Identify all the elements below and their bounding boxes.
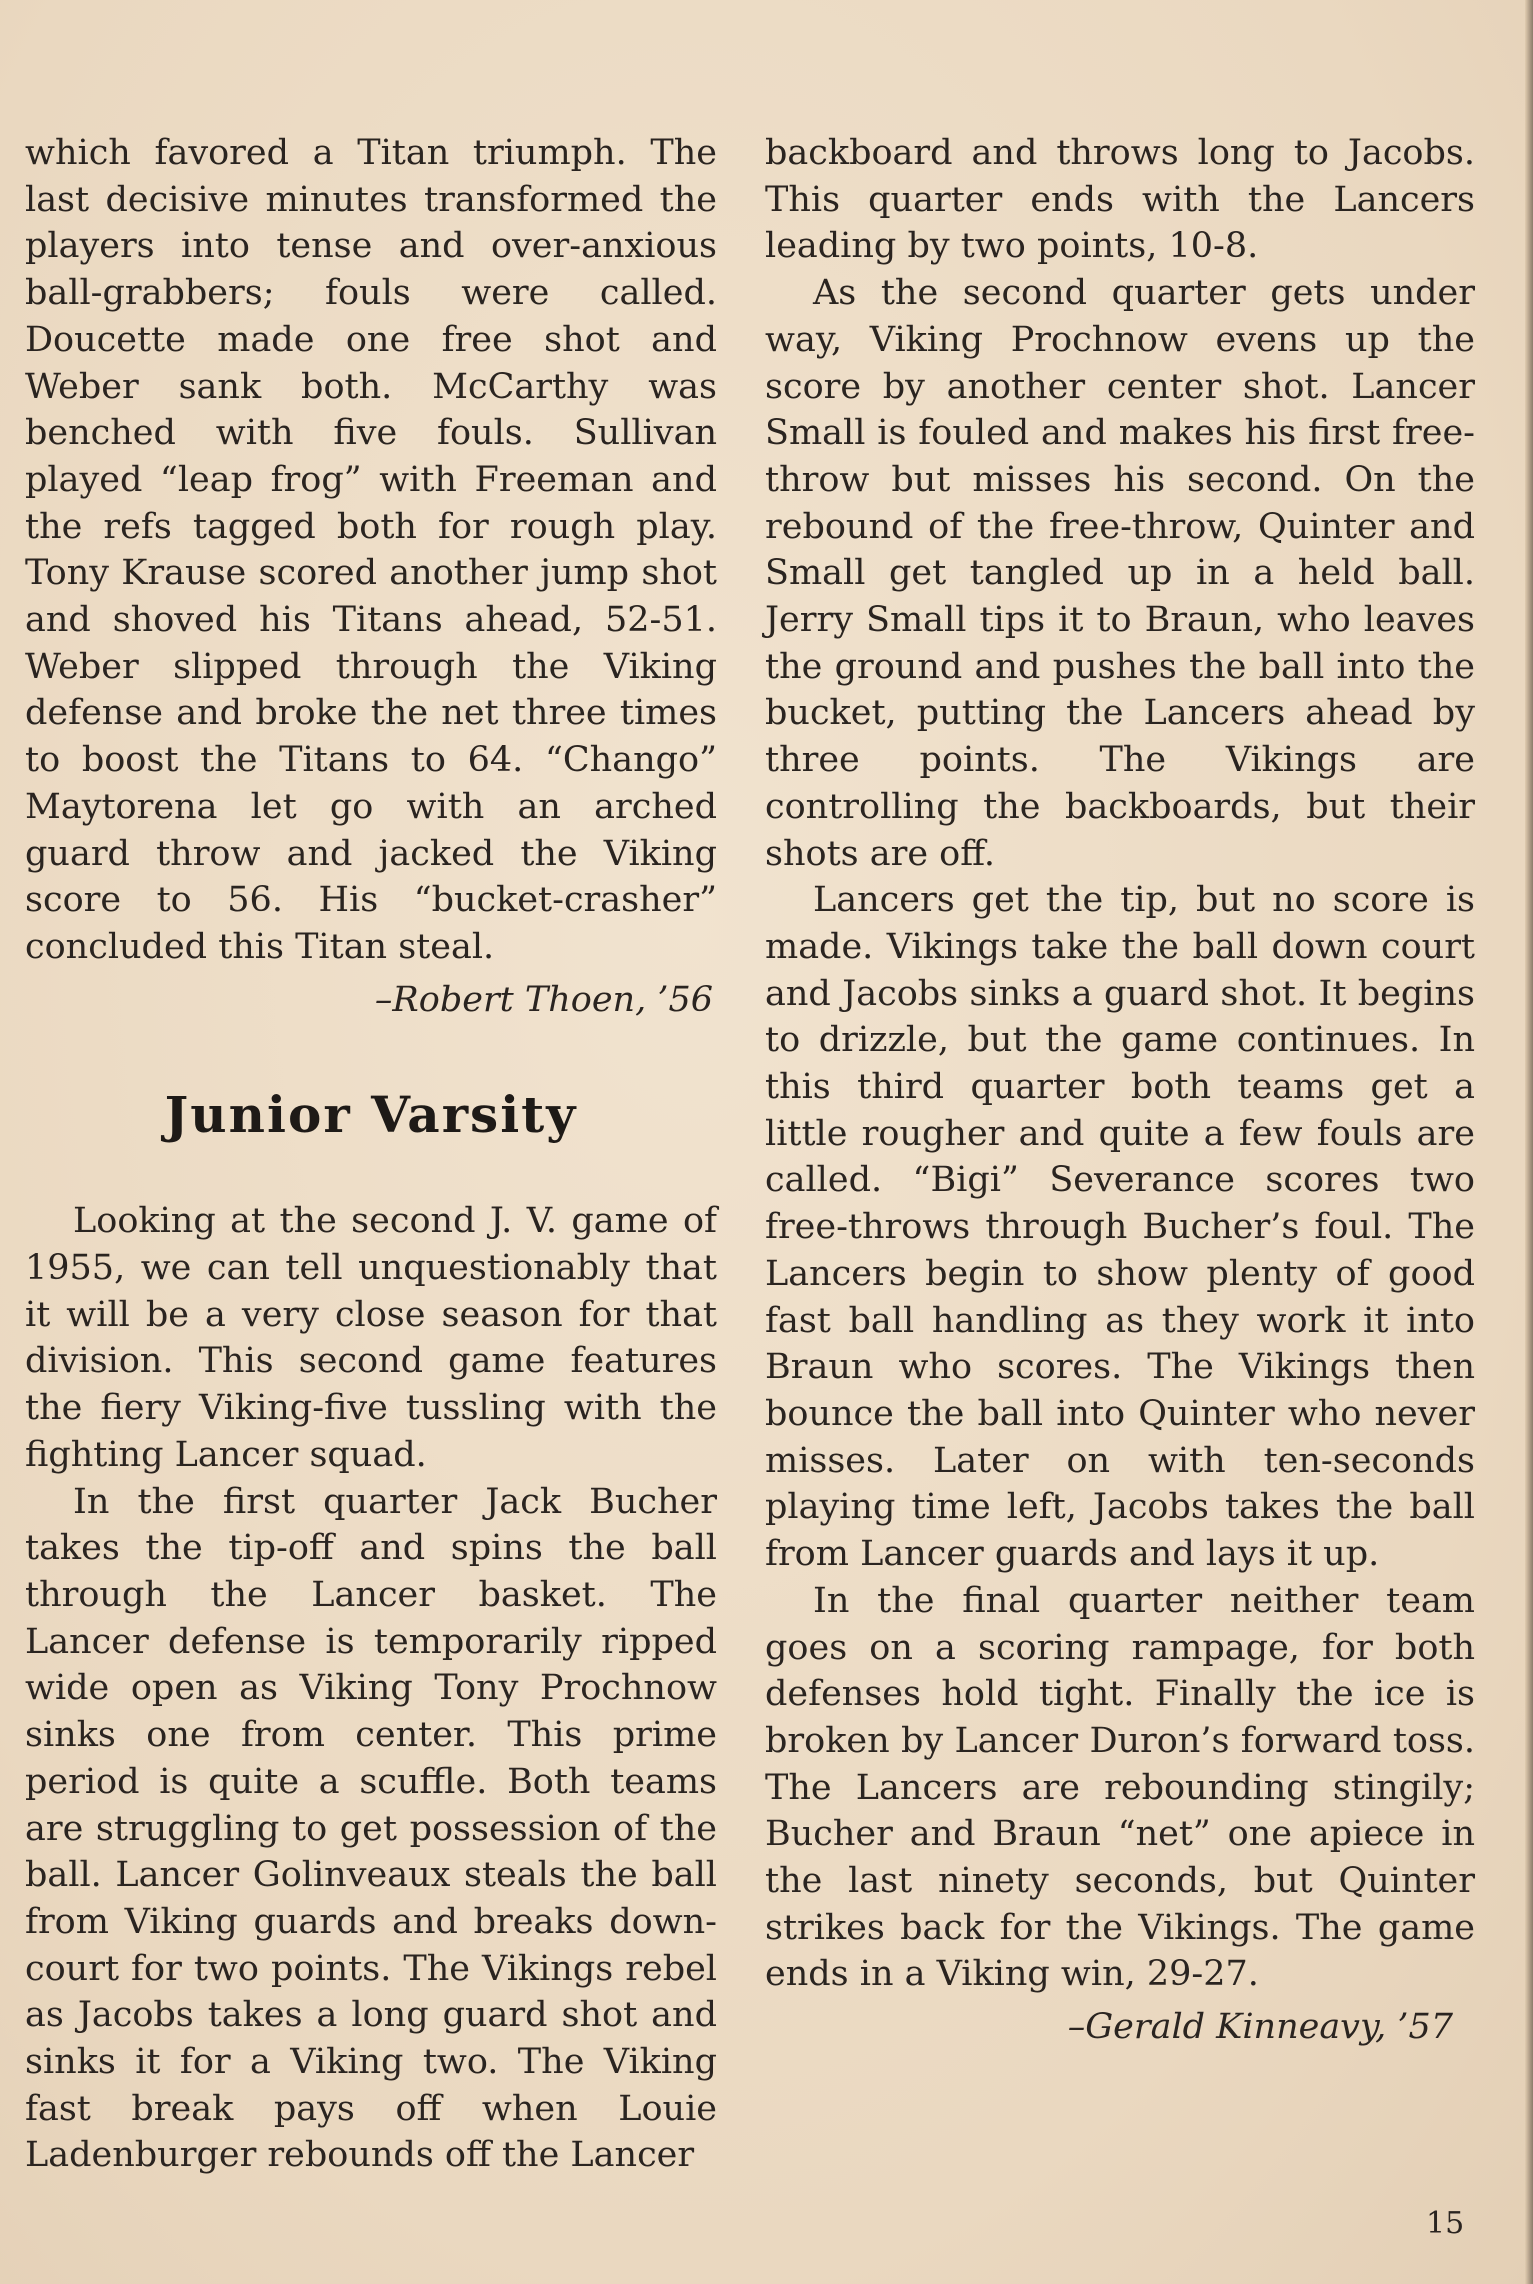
jv-final-quarter-paragraph: In the final quarter neither team goes on a scoring rampage, for both defenses hold tight. Finally the ice is broken by Lancer Duron’s forward toss. The Lancers are rebounding stingily; Bucher and Braun “net” one apiece in the last ninety seconds, but Quinter strikes back for the Vikings. The game ends in a Viking win, 29-27. [765,1580,1475,1995]
jv-second-quarter-paragraph: As the second quarter gets under way, Viking Prochnow evens up the score by another center shot. Lancer Small is fouled and makes his first free-throw but misses his second. On the rebound of the free-throw, Quinter and Small get tangled up in a held ball. Jerry Small tips it to Braun, who leaves the ground and pushes the ball into the bucket, putting the Lancers ahead by three points. The Vikings are controlling the backboards, but their shots are off. [765,273,1475,874]
author-byline-robert-thoen: –Robert Thoen, ’56 [374,979,713,1020]
left-column [25,130,717,2179]
section-heading-junior-varsity: Junior Varsity [164,1085,578,1145]
jv-first-quarter-continuation: backboard and throws long to Jacobs. This quarter ends with the Lancers leading by two points, 10-8. [765,133,1475,267]
page-edge-shadow [1525,0,1533,2284]
jv-third-quarter-paragraph: Lancers get the tip, but no score is made. Vikings take the ball down court and Jacobs sinks a guard shot. It begins to drizzle, but the game continues. In this third quarter both teams get a little rougher and quite a few fouls are called. “Bigi” Severance scores two free-throws through Bucher’s foul. The Lancers begin to show plenty of good fast ball handling as they work it into Braun who scores. The Vikings then bounce the ball into Quinter who never misses. Later on with ten-seconds playing time left, Jacobs takes the ball from Lancer guards and lays it up. [765,880,1475,1575]
author-byline-gerald-kinneavy: –Gerald Kinneavy, ’57 [1067,2007,1453,2048]
jv-first-quarter-paragraph: In the first quarter Jack Bucher takes the tip-off and spins the ball through the Lancer basket. The Lancer defense is temporarily ripped wide open as Viking Tony Prochnow sinks one from center. This prime period is quite a scuffle. Both teams are struggling to get possession of the ball. Lancer Golinveaux steals the ball from Viking guards and breaks down-court for two points. The Vikings rebel as Jacobs takes a long guard shot and sinks it for a Viking two. The Viking fast break pays off when Louie Ladenburger rebounds off the Lancer [25,1481,717,2176]
page-number: 15 [1426,2206,1465,2241]
right-column [765,130,1475,2051]
article-continuation-paragraph: which favored a Titan triumph. The last decisive minutes transformed the players into tense and over-anxious ball-grabbers; fouls were called. Doucette made one free shot and Weber sank both. McCarthy was benched with five fouls. Sullivan played “leap frog” with Freeman and the refs tagged both for rough play. Tony Krause scored another jump shot and shoved his Titans ahead, 52-51. Weber slipped through the Viking defense and broke the net three times to boost the Titans to 64. “Chango” Maytorena let go with an arched guard throw and jacked the Viking score to 56. His “bucket-crasher” concluded this Titan steal. [25,133,717,967]
jv-intro-paragraph: Looking at the second J. V. game of 1955, we can tell unquestionably that it will be a very close season for that division. This second game features the fiery Viking-five tussling with the fighting Lancer squad. [25,1201,717,1475]
